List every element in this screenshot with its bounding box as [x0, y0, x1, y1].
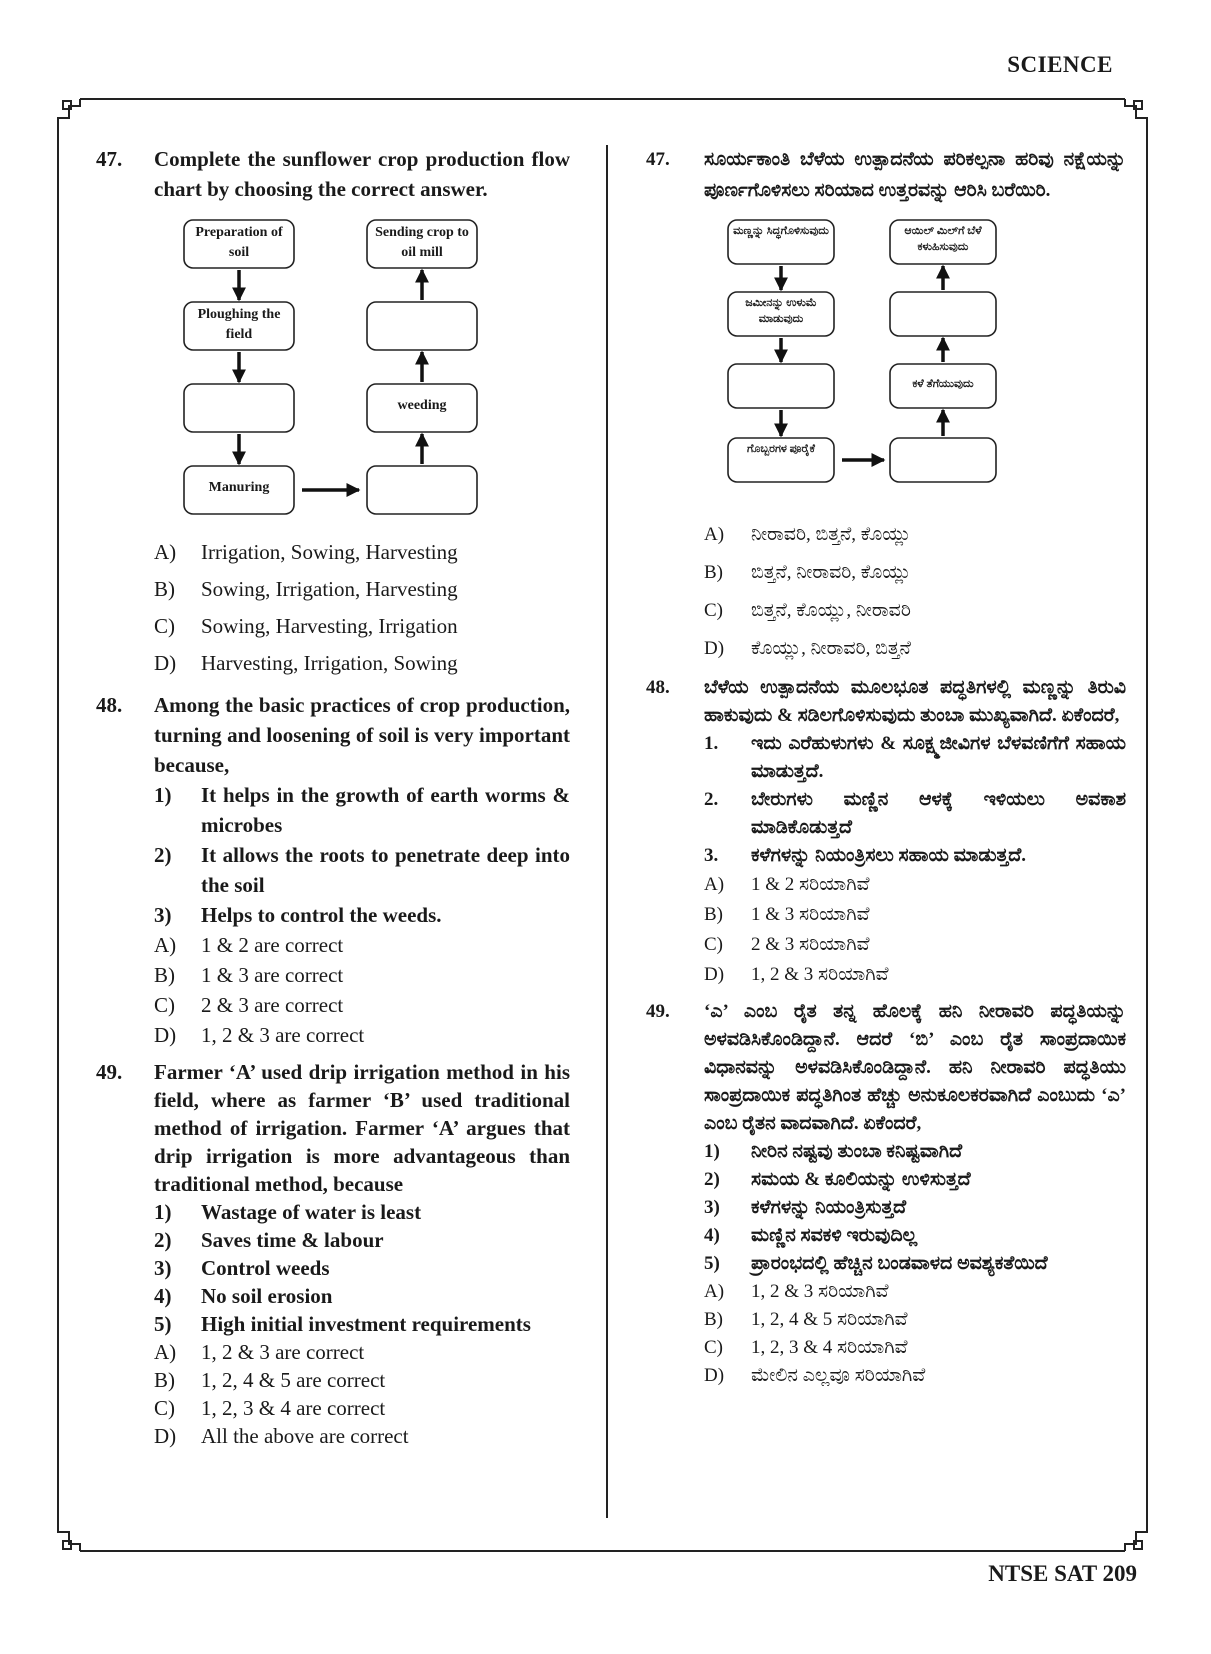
- question-49-kannada: [646, 998, 1126, 1138]
- option-c[interactable]: C) Sowing, Harvesting, Irrigation: [154, 614, 458, 638]
- statement-2: 2. ಬೇರುಗಳು ಮಣ್ಣಿನ ಆಳಕ್ಕೆ ಇಳಿಯಲು ಅವಕಾಶ ಮಾಡಿಕೊಡುತ್ತದೆ: [704, 789, 1126, 838]
- statement-1: 1) Wastage of water is least: [154, 1200, 422, 1224]
- box-blank-3: [367, 466, 477, 514]
- question-number: 48.: [96, 693, 123, 717]
- question-text: Among the basic practices of crop production, turning and loosening of soil is very important because,: [154, 693, 570, 777]
- statement-5: 5) ಪ್ರಾರಂಭದಲ್ಲಿ ಹೆಚ್ಚಿನ ಬಂಡವಾಳದ ಅವಶ್ಯಕತೆಯಿದೆ: [704, 1253, 1048, 1274]
- question-text: ‘ಎ’ ಎಂಬ ರೈತ ತನ್ನ ಹೊಲಕ್ಕೆ ಹನಿ ನೀರಾವರಿ ಪದ್ಧತಿಯನ್ನು ಅಳವಡಿಸಿಕೊಂಡಿದ್ದಾನೆ. ಆದರೆ ‘ಬಿ’ ಎಂಬ ರೈತ ಸಾಂಪ್ರದಾಯಿಕ ವಿಧಾನವನ್ನು ಅಳವಡಿಸಿಕೊಂಡಿದ್ದಾನೆ. ಹನಿ ನೀರಾವರಿ ಪದ್ಧತಿಯು ಸಾಂಪ್ರದಾಯಿಕ ಪದ್ಧತಿಗಿಂತ ಹೆಚ್ಚು ಅನುಕೂಲಕರವಾಗಿದೆ ಎಂಬುದು ‘ಎ’ ಎಂಬ ರೈತನ ವಾದವಾಗಿದೆ. ಏಕೆಂದರೆ,: [704, 1001, 1126, 1134]
- question-number: 49.: [96, 1060, 123, 1084]
- flowchart-kannada: [724, 216, 1126, 506]
- option-a[interactable]: A) ನೀರಾವರಿ, ಬಿತ್ತನೆ, ಕೊಯ್ಲು: [704, 524, 911, 545]
- statement-3: 3) Helps to control the weeds.: [154, 903, 442, 927]
- question-47-kannada: [646, 144, 1126, 206]
- label-ploughing: ಜಮೀನನ್ನು ಉಳುಮೆ ಮಾಡುವುದು: [745, 297, 817, 325]
- question-number: 47.: [646, 149, 670, 170]
- options-48: [96, 930, 570, 1050]
- label-manuring: ಗೊಬ್ಬರಗಳ ಪೂರೈಕೆ: [747, 443, 815, 455]
- flowchart-english: [154, 214, 570, 524]
- question-number: 49.: [646, 1001, 670, 1022]
- option-d[interactable]: D) 1, 2 & 3 are correct: [154, 1023, 365, 1047]
- option-d[interactable]: D) Harvesting, Irrigation, Sowing: [154, 651, 458, 675]
- options-47: [96, 534, 570, 682]
- statement-3: 3) ಕಳೆಗಳನ್ನು ನಿಯಂತ್ರಿಸುತ್ತದೆ: [704, 1197, 907, 1218]
- option-b[interactable]: B) 1 & 3 are correct: [154, 963, 344, 987]
- option-d[interactable]: D) ಮೇಲಿನ ಎಲ್ಲವೂ ಸರಿಯಾಗಿವೆ: [704, 1365, 926, 1386]
- question-number: 47.: [96, 147, 123, 171]
- box-blank-2: [890, 292, 996, 336]
- statement-4: 4) No soil erosion: [154, 1284, 333, 1308]
- subject-header: SCIENCE: [1007, 52, 1113, 77]
- question-48-kannada: [646, 674, 1126, 730]
- option-a[interactable]: A) 1 & 2 ಸರಿಯಾಗಿವೆ: [704, 874, 870, 895]
- page-footer: NTSE SAT 209: [988, 1561, 1137, 1586]
- question-text: Complete the sunflower crop production flow chart by choosing the correct answer.: [154, 147, 570, 201]
- label-ploughing: Ploughing the field: [197, 307, 281, 343]
- statement-1: 1) It helps in the growth of earth worms & microbes: [154, 783, 570, 837]
- label-sending: ಆಯಿಲ್ ಮಿಲ್‌ಗೆ ಬೆಳೆ ಕಳುಹಿಸುವುದು: [904, 225, 982, 253]
- question-49: [96, 1058, 570, 1198]
- option-b[interactable]: B) Sowing, Irrigation, Harvesting: [154, 577, 458, 601]
- question-48: [96, 690, 570, 780]
- statement-2: 2) It allows the roots to penetrate deep into the soil: [154, 843, 570, 897]
- question-number: 48.: [646, 677, 670, 698]
- statement-1: 1. ಇದು ಎರೆಹುಳುಗಳು & ಸೂಕ್ಷ್ಮಜೀವಿಗಳ ಬೆಳವಣಿಗೆಗೆ ಸಹಾಯ ಮಾಡುತ್ತದೆ.: [704, 733, 1126, 782]
- box-blank-1: [728, 364, 834, 408]
- english-column: [96, 144, 570, 1450]
- option-a[interactable]: A) 1 & 2 are correct: [154, 933, 344, 957]
- column-divider: [606, 145, 608, 1518]
- label-sending: Sending crop to oil mill: [375, 225, 469, 261]
- option-a[interactable]: A) Irrigation, Sowing, Harvesting: [154, 540, 458, 564]
- label-weeding: ಕಳೆ ತೆಗೆಯುವುದು: [912, 378, 974, 390]
- option-b[interactable]: B) 1 & 3 ಸರಿಯಾಗಿವೆ: [704, 904, 870, 925]
- statement-3: 3. ಕಳೆಗಳನ್ನು ನಿಯಂತ್ರಿಸಲು ಸಹಾಯ ಮಾಡುತ್ತದೆ.: [704, 845, 1026, 866]
- kannada-column: [646, 144, 1126, 1390]
- statement-2: 2) ಸಮಯ & ಕೂಲಿಯನ್ನು ಉಳಿಸುತ್ತದೆ: [704, 1169, 971, 1190]
- options-49: [96, 1338, 570, 1450]
- question-text: ಸೂರ್ಯಕಾಂತಿ ಬೆಳೆಯ ಉತ್ಪಾದನೆಯ ಪರಿಕಲ್ಪನಾ ಹರಿವು ನಕ್ಷೆಯನ್ನು ಪೂರ್ಣಗೊಳಿಸಲು ಸರಿಯಾದ ಉತ್ತರವನ್ನು ಆರಿಸಿ ಬರೆಯಿರಿ.: [704, 149, 1126, 201]
- question-text: ಬೆಳೆಯ ಉತ್ಪಾದನೆಯ ಮೂಲಭೂತ ಪದ್ಧತಿಗಳಲ್ಲಿ ಮಣ್ಣನ್ನು ತಿರುವಿ ಹಾಕುವುದು & ಸಡಿಲಗೊಳಿಸುವುದು ತುಂಬಾ ಮುಖ್ಯವಾಗಿದೆ. ಏಕೆಂದರೆ,: [704, 677, 1126, 726]
- option-d[interactable]: D) ಕೊಯ್ಲು, ನೀರಾವರಿ, ಬಿತ್ತನೆ: [704, 638, 911, 659]
- statement-1: 1) ನೀರಿನ ನಷ್ಟವು ತುಂಬಾ ಕನಿಷ್ಟವಾಗಿದೆ: [704, 1141, 963, 1162]
- statement-2: 2) Saves time & labour: [154, 1228, 384, 1252]
- option-d[interactable]: D) 1, 2 & 3 ಸರಿಯಾಗಿವೆ: [704, 964, 889, 985]
- box-blank-2: [367, 302, 477, 350]
- question-47: [96, 144, 570, 204]
- option-d[interactable]: D) All the above are correct: [154, 1424, 409, 1448]
- box-blank-1: [184, 384, 294, 432]
- option-c[interactable]: C) 1, 2, 3 & 4 ಸರಿಯಾಗಿವೆ: [704, 1337, 908, 1358]
- box-blank-3: [890, 438, 996, 482]
- label-preparation: ಮಣ್ಣನ್ನು ಸಿದ್ಧಗೊಳಿಸುವುದು: [733, 225, 829, 237]
- option-c[interactable]: C) ಬಿತ್ತನೆ, ಕೊಯ್ಲು, ನೀರಾವರಿ: [704, 600, 911, 621]
- option-a[interactable]: A) 1, 2 & 3 are correct: [154, 1340, 365, 1364]
- options-47-kannada: [646, 516, 1126, 668]
- label-manuring: Manuring: [208, 480, 270, 495]
- option-b[interactable]: B) ಬಿತ್ತನೆ, ನೀರಾವರಿ, ಕೊಯ್ಲು: [704, 562, 911, 583]
- option-b[interactable]: B) 1, 2, 4 & 5 ಸರಿಯಾಗಿವೆ: [704, 1309, 908, 1330]
- statement-3: 3) Control weeds: [154, 1256, 330, 1280]
- label-weeding: weeding: [397, 398, 447, 413]
- option-a[interactable]: A) 1, 2 & 3 ಸರಿಯಾಗಿವೆ: [704, 1281, 889, 1302]
- option-c[interactable]: C) 2 & 3 ಸರಿಯಾಗಿವೆ: [704, 934, 870, 955]
- option-c[interactable]: C) 1, 2, 3 & 4 are correct: [154, 1396, 386, 1420]
- options-48-kannada: [646, 870, 1126, 990]
- statement-4: 4) ಮಣ್ಣಿನ ಸವಕಳಿ ಇರುವುದಿಲ್ಲ: [704, 1225, 918, 1246]
- option-b[interactable]: B) 1, 2, 4 & 5 are correct: [154, 1368, 386, 1392]
- question-text: Farmer ‘A’ used drip irrigation method in his field, where as farmer ‘B’ used traditional method of irrigation. Farmer ‘A’ argues that drip irrigation is more advantageous than traditional method, because: [154, 1060, 570, 1196]
- option-c[interactable]: C) 2 & 3 are correct: [154, 993, 344, 1017]
- label-preparation: Preparation of soil: [195, 225, 283, 261]
- statement-5: 5) High initial investment requirements: [154, 1312, 531, 1336]
- options-49-kannada: [646, 1278, 1126, 1390]
